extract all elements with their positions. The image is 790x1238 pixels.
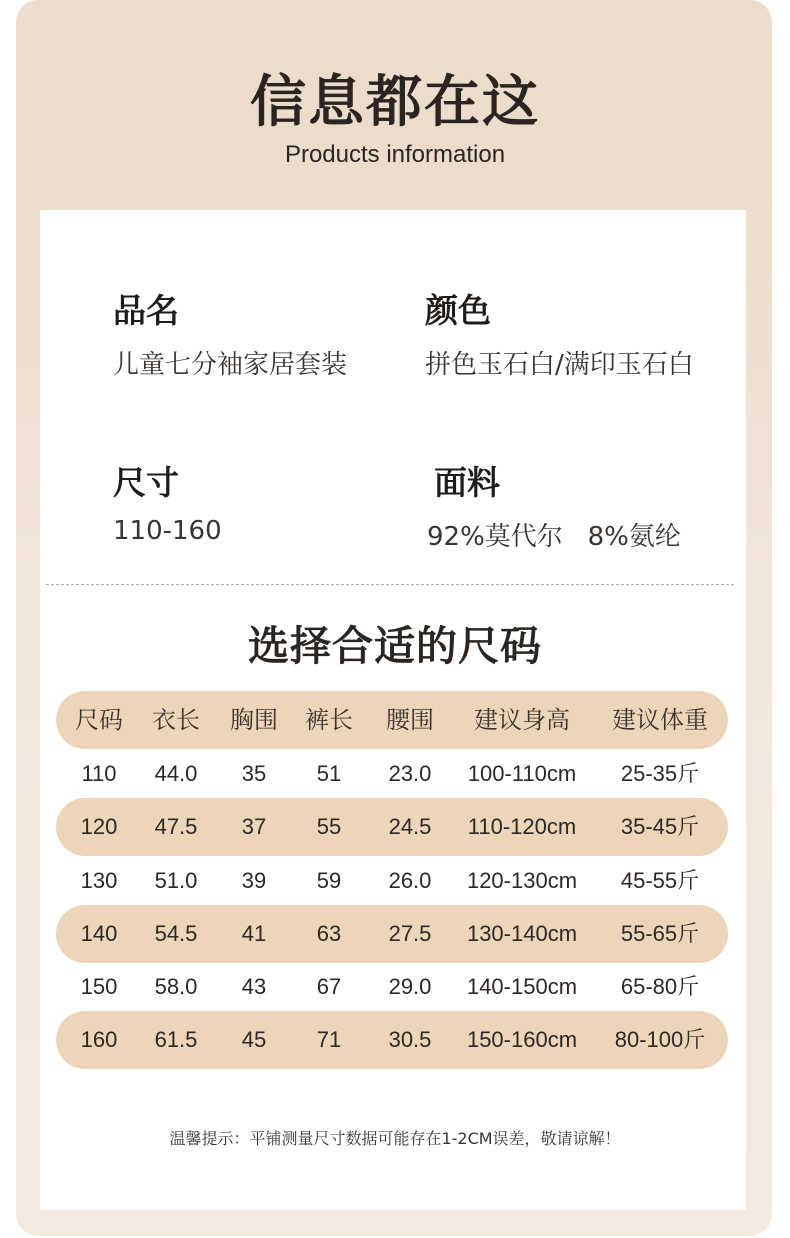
table-row: [56, 852, 728, 910]
header-size: 尺码: [75, 706, 123, 734]
table-row: [56, 745, 728, 803]
fabric-label: 面料: [434, 463, 500, 502]
product-name-label: 品名: [113, 291, 179, 330]
table-row: [56, 798, 728, 856]
header-pants-length: 裤长: [305, 706, 353, 734]
cell-height: 120-130cm: [466, 868, 578, 893]
cell-pants-length: 51: [316, 761, 342, 786]
cell-length: 58.0: [154, 974, 198, 999]
cell-waist: 29.0: [388, 974, 432, 999]
cell-pants-length: 55: [316, 814, 342, 839]
cell-weight: 65-80斤: [620, 974, 700, 999]
cell-size: 120: [80, 814, 118, 839]
cell-pants-length: 63: [316, 921, 342, 946]
cell-pants-length: 67: [316, 974, 342, 999]
color-value: 拼色玉石白/满印玉石白: [425, 350, 694, 380]
size-chart-title: 选择合适的尺码: [248, 622, 542, 670]
table-row: [56, 905, 728, 963]
cell-length: 61.5: [154, 1027, 198, 1052]
product-name-value: 儿童七分袖家居套装: [113, 350, 348, 380]
color-label: 颜色: [425, 291, 491, 330]
cell-length: 54.5: [154, 921, 198, 946]
cell-size: 160: [80, 1027, 118, 1052]
cell-waist: 23.0: [388, 761, 432, 786]
cell-pants-length: 59: [316, 868, 342, 893]
header-height: 建议身高: [474, 706, 570, 734]
cell-length: 51.0: [154, 868, 198, 893]
table-row: [56, 958, 728, 1016]
header-length: 衣长: [152, 706, 200, 734]
cell-size: 110: [81, 761, 117, 786]
cell-weight: 55-65斤: [620, 921, 700, 946]
header-waist: 腰围: [386, 706, 434, 734]
size-value: 110-160: [113, 516, 222, 546]
fabric-value: 92%莫代尔 8%氨纶: [427, 522, 681, 552]
cell-size: 130: [80, 868, 118, 893]
cell-length: 44.0: [154, 761, 198, 786]
cell-chest: 43: [241, 974, 267, 999]
page-title: 信息都在这: [250, 70, 540, 135]
cell-weight: 80-100斤: [614, 1027, 706, 1052]
cell-pants-length: 71: [316, 1027, 342, 1052]
cell-chest: 45: [241, 1027, 267, 1052]
cell-size: 140: [80, 921, 118, 946]
cell-weight: 45-55斤: [620, 868, 700, 893]
cell-chest: 41: [241, 921, 267, 946]
size-label: 尺寸: [113, 463, 179, 502]
cell-height: 150-160cm: [466, 1027, 578, 1052]
cell-height: 130-140cm: [466, 921, 578, 946]
page-subtitle: Products information: [284, 141, 506, 168]
header-weight: 建议体重: [612, 706, 708, 734]
cell-size: 150: [80, 974, 118, 999]
cell-waist: 26.0: [388, 868, 432, 893]
cell-chest: 35: [241, 761, 267, 786]
table-row: [56, 1011, 728, 1069]
cell-height: 100-110cm: [467, 761, 577, 786]
dashed-divider: [46, 584, 734, 585]
cell-weight: 25-35斤: [620, 761, 700, 786]
cell-chest: 37: [241, 814, 267, 839]
measurement-note: 温馨提示：平铺测量尺寸数据可能存在1-2CM误差，敬请谅解！: [169, 1129, 621, 1148]
cell-waist: 30.5: [388, 1027, 432, 1052]
cell-waist: 24.5: [388, 814, 432, 839]
cell-height: 140-150cm: [466, 974, 578, 999]
cell-height: 110-120cm: [467, 814, 577, 839]
size-table-header: [56, 691, 728, 749]
cell-length: 47.5: [154, 814, 198, 839]
cell-chest: 39: [241, 868, 267, 893]
cell-weight: 35-45斤: [620, 814, 700, 839]
cell-waist: 27.5: [388, 921, 432, 946]
header-chest: 胸围: [230, 706, 278, 734]
